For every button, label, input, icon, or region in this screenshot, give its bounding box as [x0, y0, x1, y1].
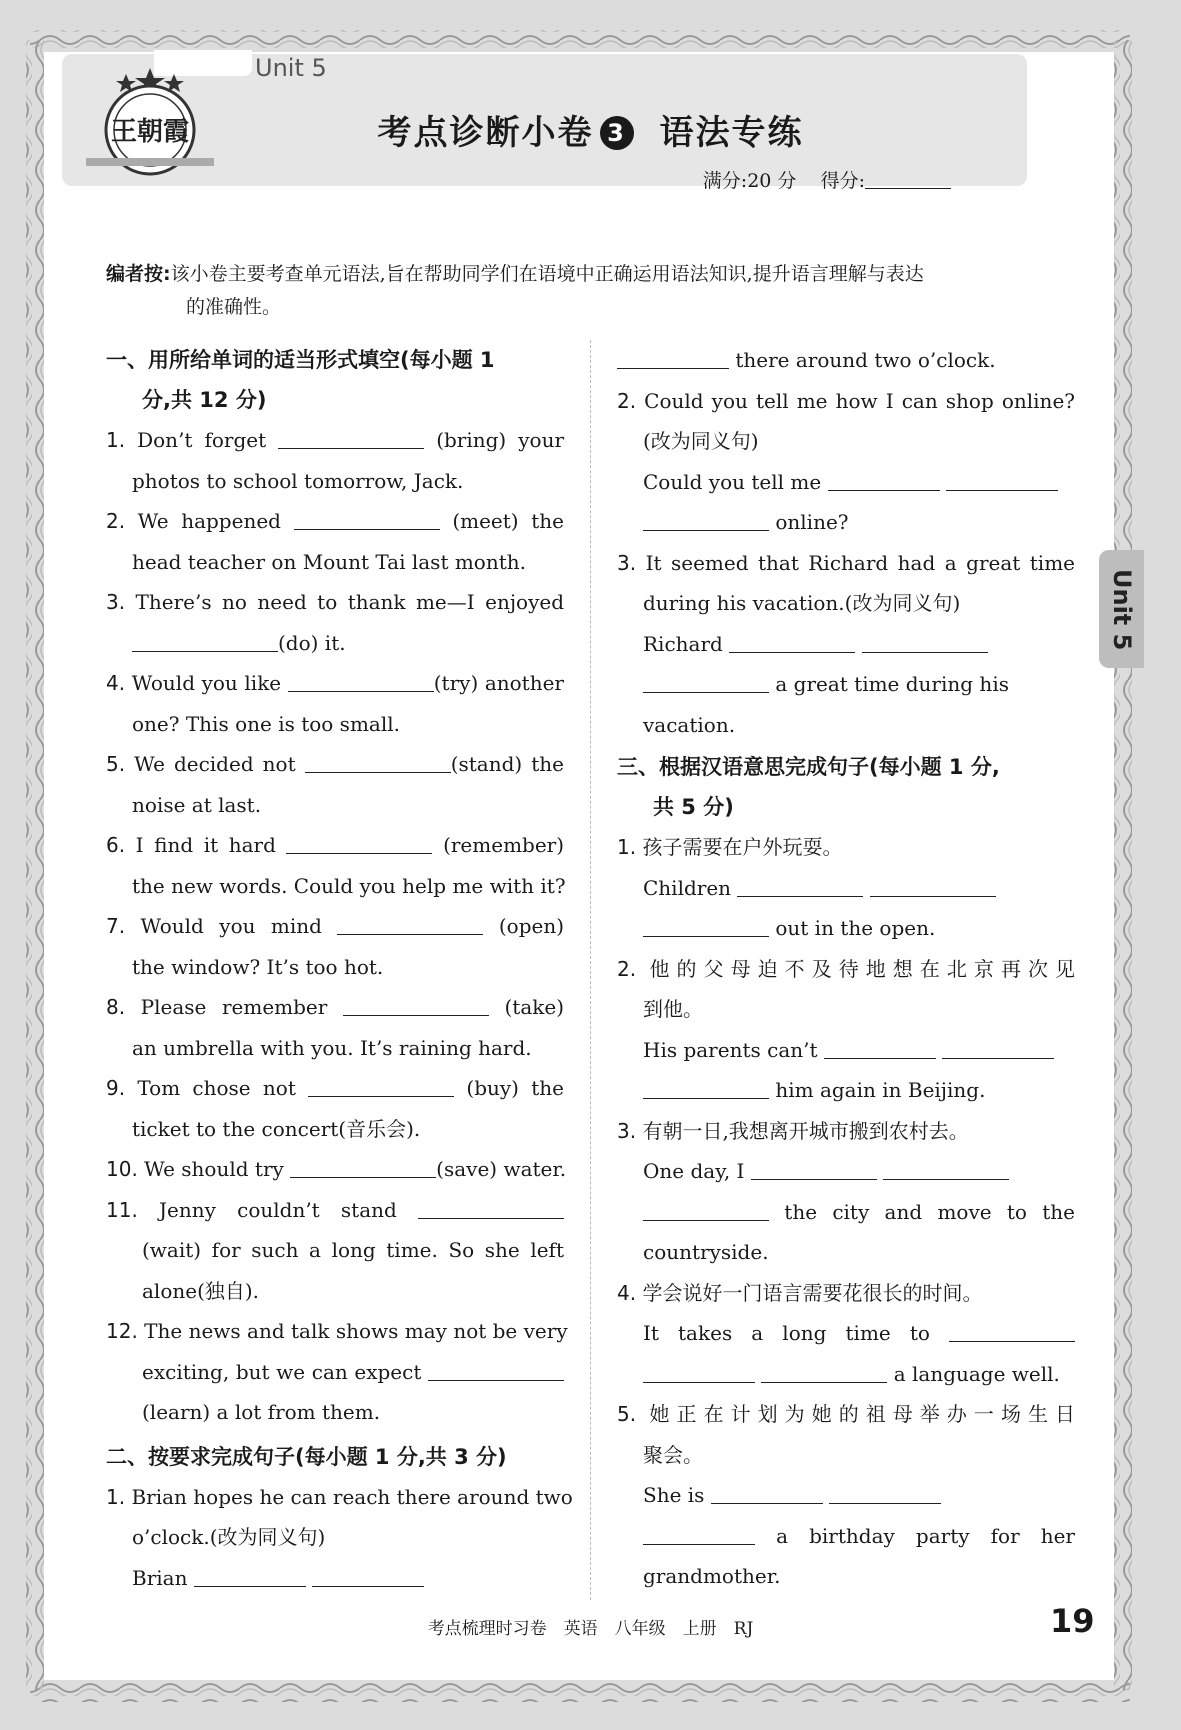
unit-side-label: Unit 5: [1108, 569, 1136, 651]
answer-blank[interactable]: [294, 509, 440, 530]
page-title: 考点诊断小卷 3 语法专练: [377, 113, 804, 153]
s1-q4: 4. Would you like (try) another: [106, 671, 564, 695]
s3-q2: 2. 他的父母迫不及待地想在北京再次见: [617, 956, 1076, 981]
s2-q1: 1. Brian hopes he can reach there around two: [106, 1484, 573, 1509]
s1-q5: 5. We decided not (stand) the: [106, 752, 564, 776]
s1-q6: 6. I find it hard (remember): [106, 833, 565, 857]
answer-blank[interactable]: [278, 428, 424, 449]
s1-q12: 12. The news and talk shows may not be very: [106, 1319, 568, 1343]
answer-blank[interactable]: [288, 671, 434, 692]
editor-note: 编者按:该小卷主要考查单元语法,旨在帮助同学们在语境中正确运用语法知识,提升语言理解与表达 的准确性。: [106, 263, 924, 318]
answer-blank[interactable]: [617, 348, 729, 369]
answer-blank[interactable]: [305, 752, 451, 773]
answer-blank[interactable]: [428, 1360, 564, 1381]
answer-blank[interactable]: [643, 1200, 769, 1221]
s1-q2: 2. We happened (meet) the: [106, 509, 565, 533]
answer-blank[interactable]: [883, 1159, 1009, 1180]
answer-blank[interactable]: [308, 1076, 454, 1097]
answer-blank[interactable]: [949, 1321, 1075, 1342]
answer-blank[interactable]: [312, 1566, 424, 1587]
answer-blank[interactable]: [337, 914, 483, 935]
s3-q4: 4. 学会说好一门语言需要花很长的时间。: [617, 1280, 983, 1305]
s1-q8: 8. Please remember (take): [106, 995, 565, 1019]
section1-title: 一、用所给单词的适当形式填空(每小题 1 分,共 12 分): [106, 348, 495, 412]
s1-q1: 1. Don’t forget (bring) your: [106, 428, 565, 452]
title-number-badge: 3: [600, 116, 634, 150]
s1-q3: 3. There’s no need to thank me—I enjoyed: [106, 590, 565, 614]
answer-blank[interactable]: [761, 1362, 887, 1383]
answer-blank[interactable]: [737, 876, 863, 897]
s1-q11: 11. Jenny couldn’t stand: [106, 1190, 564, 1231]
answer-blank[interactable]: [643, 916, 769, 937]
s1-q9: 9. Tom chose not (buy) the: [106, 1076, 564, 1100]
unit-label: Unit 5: [255, 54, 327, 82]
section3-title: 三、根据汉语意思完成句子(每小题 1 分, 共 5 分): [617, 755, 1000, 819]
answer-blank[interactable]: [286, 833, 432, 854]
s3-q5: 5. 她正在计划为她的祖母举办一场生日: [617, 1402, 1076, 1426]
s2-q3: 3. It seemed that Richard had a great time: [617, 550, 1076, 575]
answer-blank[interactable]: [829, 1483, 941, 1504]
column-divider: [590, 340, 591, 1600]
answer-blank[interactable]: [643, 1524, 755, 1545]
answer-blank[interactable]: [418, 1198, 564, 1219]
score-line: 满分:20 分 得分:: [703, 166, 951, 193]
answer-blank[interactable]: [942, 1038, 1054, 1059]
answer-blank[interactable]: [729, 632, 855, 653]
section2-title: 二、按要求完成句子(每小题 1 分,共 3 分): [106, 1444, 507, 1469]
left-column: 一、用所给单词的适当形式填空(每小题 1 分,共 12 分) 1. Don’t forget (bring) your photos to school tomorrow, Jack. 2. We happened (meet) the head teacher on Mount Tai last month. 3. There’s no need to thank me—I enjoyed (do) it. 4. Would you like (try) another one? This one is too small. 5. We decided not (stand) the noise at last. 6. I find it hard (remember) the new words. Could you help me with it? 7. Would you mind (open) the window? It’s too hot. 8. Please remember (take) an umbrella with you. It’s raining hard. 9. Tom chose not (buy) the ticket to the concert(音乐会). 10. We should try (save) water. 11. Jenny couldn’t stand (wait) for such a long time. So she left alone(独自). 12. The news and talk shows may not be very exciting, but we can expect (learn) a lot from them. 二、按要求完成句子(每小题 1 分,共 3 分) 1. Brian hopes he can reach there around two o’clock.(改为同义句) Brian: [106, 340, 564, 1598]
answer-blank[interactable]: [643, 1078, 769, 1099]
answer-blank[interactable]: [643, 510, 769, 531]
footer-text: 考点梳理时习卷 英语 八年级 上册 RJ: [427, 1619, 754, 1639]
right-column: there around two o’clock. 2. Could you tell me how I can shop online? (改为同义句) Could you tell me online? 3. It seemed that Richard had a great time during his vacation.(改为同义句) Richard a great time during his vacation. 三、根据汉语意思完成句子(每小题 1 分, 共 5 分) 1. 孩子需要在户外玩耍。 Children out in the open. 2. 他的父母迫不及待地想在北京再次见 到他。 His parents can’t him again in Beijing. 3. 有朝一日,我想离开城市搬到农村去。 One day, I the city and move to the countryside. 4. 学会说好一门语言需要花很长的时间。 It takes a long time to a language well. 5. 她正在计划为她的祖母举办一场生日 聚会。 She is a birthday party for her grandmother.: [617, 348, 1076, 1588]
s3-q1: 1. 孩子需要在户外玩耍。: [617, 835, 843, 859]
s1-q7: 7. Would you mind (open): [106, 914, 565, 938]
answer-blank[interactable]: [343, 995, 489, 1016]
answer-blank[interactable]: [751, 1159, 877, 1180]
answer-blank[interactable]: [643, 672, 769, 693]
answer-blank[interactable]: [824, 1038, 936, 1059]
answer-blank[interactable]: [862, 632, 988, 653]
answer-blank[interactable]: [194, 1566, 306, 1587]
answer-blank[interactable]: [828, 470, 940, 491]
answer-blank[interactable]: [946, 470, 1058, 491]
answer-blank[interactable]: [132, 631, 278, 652]
answer-blank[interactable]: [643, 1362, 755, 1383]
svg-text:王朝霞: 王朝霞: [110, 117, 190, 147]
score-blank[interactable]: [865, 169, 951, 189]
s1-q10: 10. We should try (save) water.: [106, 1157, 567, 1181]
s3-q3: 3. 有朝一日,我想离开城市搬到农村去。: [617, 1118, 969, 1143]
page-number: 19: [1050, 1602, 1095, 1640]
answer-blank[interactable]: [870, 876, 996, 897]
answer-blank[interactable]: [711, 1483, 823, 1504]
s2-q2: 2. Could you tell me how I can shop online?: [617, 388, 1075, 413]
answer-blank[interactable]: [290, 1157, 436, 1178]
